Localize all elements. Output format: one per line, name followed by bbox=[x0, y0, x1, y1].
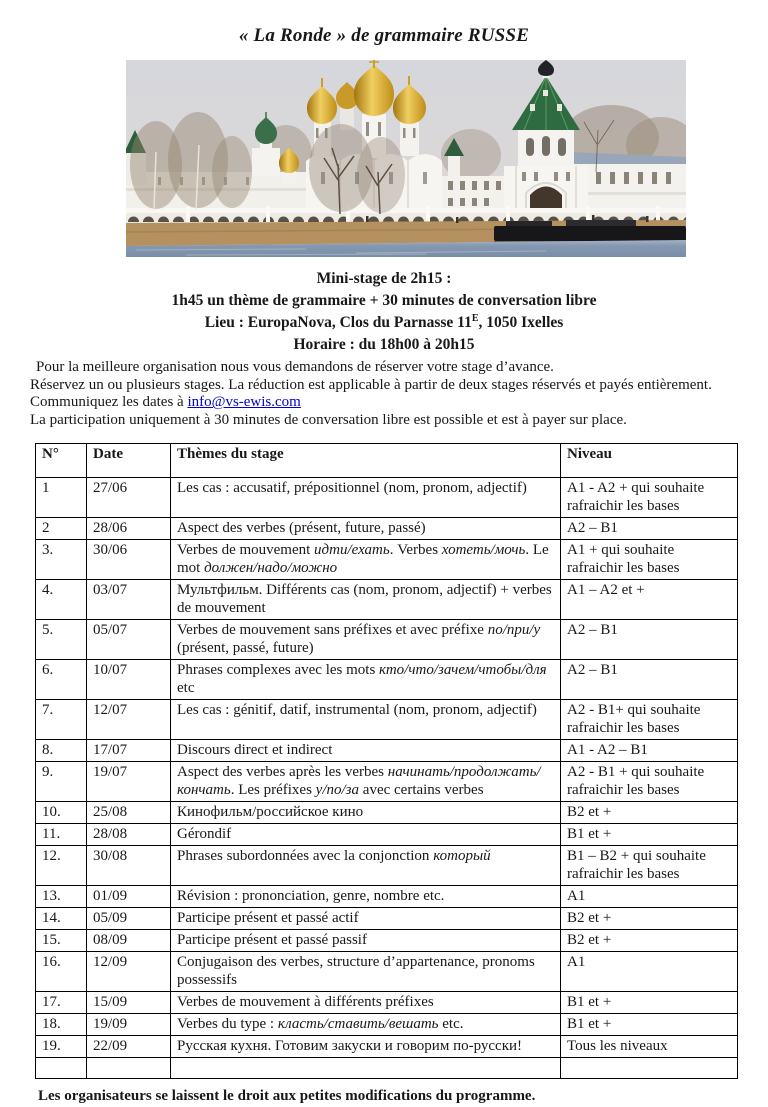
cell-date: 25/08 bbox=[87, 802, 171, 824]
cell-level: B2 et + bbox=[561, 930, 738, 952]
cell-level: A2 – B1 bbox=[561, 660, 738, 700]
cell-theme: Aspect des verbes après les verbes начинать/продолжать/кончать. Les préfixes у/по/за avec certains verbes bbox=[171, 762, 561, 802]
cell-theme: Gérondif bbox=[171, 824, 561, 846]
cell-theme: Les cas : accusatif, prépositionnel (nom, pronom, adjectif) bbox=[171, 478, 561, 518]
cell-level: A1 – A2 et + bbox=[561, 580, 738, 620]
table-row bbox=[36, 846, 738, 886]
cell-date: 03/07 bbox=[87, 580, 171, 620]
cell-number bbox=[36, 1058, 87, 1079]
email-link[interactable]: info@vs-ewis.com bbox=[187, 394, 301, 411]
cell-level: A2 – B1 bbox=[561, 518, 738, 540]
table-row bbox=[36, 886, 738, 908]
cell-number: 6. bbox=[36, 660, 87, 700]
cell-level: A1 bbox=[561, 952, 738, 992]
table-row bbox=[36, 580, 738, 620]
cell-level: B1 et + bbox=[561, 1014, 738, 1036]
table-row bbox=[36, 540, 738, 580]
cell-number: 2 bbox=[36, 518, 87, 540]
session-format: 1h45 un thème de grammaire + 30 minutes de conversation libre bbox=[171, 292, 597, 309]
cell-theme: Русская кухня. Готовим закуски и говорим по-русски! bbox=[171, 1036, 561, 1058]
cell-date: 10/07 bbox=[87, 660, 171, 700]
cell-number: 8. bbox=[36, 740, 87, 762]
intro-line-reservation: Pour la meilleure organisation nous vous demandons de réserver votre stage d’avance. bbox=[36, 359, 554, 375]
cell-date: 05/09 bbox=[87, 908, 171, 930]
cell-date: 27/06 bbox=[87, 478, 171, 518]
superscript-e: E bbox=[471, 312, 479, 324]
session-info bbox=[0, 268, 768, 356]
col-header-date: Date bbox=[87, 444, 171, 478]
page-title: « La Ronde » de grammaire RUSSE bbox=[238, 25, 530, 46]
cell-theme: Verbes de mouvement à différents préfixes bbox=[171, 992, 561, 1014]
cell-date: 12/09 bbox=[87, 952, 171, 992]
cell-theme: Participe présent et passé passif bbox=[171, 930, 561, 952]
stage-table bbox=[35, 443, 738, 1079]
cell-theme: Conjugaison des verbes, structure d’appartenance, pronoms possessifs bbox=[171, 952, 561, 992]
cell-level: B1 et + bbox=[561, 824, 738, 846]
cell-number: 1 bbox=[36, 478, 87, 518]
cell-date: 28/06 bbox=[87, 518, 171, 540]
cell-level: Tous les niveaux bbox=[561, 1036, 738, 1058]
intro-line-conversation: La participation uniquement à 30 minutes de conversation libre est possible et est à payer sur place. bbox=[30, 411, 627, 428]
cell-number: 10. bbox=[36, 802, 87, 824]
cell-date: 30/06 bbox=[87, 540, 171, 580]
cell-theme: Les cas : génitif, datif, instrumental (nom, pronom, adjectif) bbox=[171, 700, 561, 740]
cell-theme: Phrases complexes avec les mots кто/что/зачем/чтобы/для etc bbox=[171, 660, 561, 700]
cell-theme: Verbes du type : класть/ставить/вешать etc. bbox=[171, 1014, 561, 1036]
cell-level: B2 et + bbox=[561, 802, 738, 824]
table-row bbox=[36, 518, 738, 540]
stage-table-body bbox=[36, 478, 738, 1079]
cell-number: 15. bbox=[36, 930, 87, 952]
table-row bbox=[36, 992, 738, 1014]
cell-level bbox=[561, 1058, 738, 1079]
cell-number: 18. bbox=[36, 1014, 87, 1036]
cell-date: 05/07 bbox=[87, 620, 171, 660]
cell-level: B2 et + bbox=[561, 908, 738, 930]
col-header-level: Niveau bbox=[561, 444, 738, 478]
cell-number: 19. bbox=[36, 1036, 87, 1058]
cell-theme: Phrases subordonnées avec la conjonction который bbox=[171, 846, 561, 886]
cell-date: 19/09 bbox=[87, 1014, 171, 1036]
table-row bbox=[36, 740, 738, 762]
table-row bbox=[36, 824, 738, 846]
cell-theme: Мультфильм. Différents cas (nom, pronom, adjectif) + verbes de mouvement bbox=[171, 580, 561, 620]
table-row bbox=[36, 1036, 738, 1058]
cell-date: 01/09 bbox=[87, 886, 171, 908]
table-header-row bbox=[36, 444, 738, 478]
table-row bbox=[36, 1014, 738, 1036]
cell-theme: Verbes de mouvement sans préfixes et avec préfixe по/при/у (présent, passé, future) bbox=[171, 620, 561, 660]
col-header-theme: Thèmes du stage bbox=[171, 444, 561, 478]
col-header-number: N° bbox=[36, 444, 87, 478]
cell-level: A2 - B1+ qui souhaite rafraichir les bases bbox=[561, 700, 738, 740]
table-row-empty bbox=[36, 1058, 738, 1079]
session-location: Lieu : EuropaNova, Clos du Parnasse $11^E$, 1050 Ixelles bbox=[204, 312, 564, 331]
cell-date: 19/07 bbox=[87, 762, 171, 802]
table-row bbox=[36, 660, 738, 700]
cell-number: 7. bbox=[36, 700, 87, 740]
cell-number: 13. bbox=[36, 886, 87, 908]
intro-text bbox=[30, 359, 738, 429]
cell-theme: Révision : prononciation, genre, nombre etc. bbox=[171, 886, 561, 908]
cell-number: 14. bbox=[36, 908, 87, 930]
table-row bbox=[36, 802, 738, 824]
table-row bbox=[36, 478, 738, 518]
cell-level: B1 et + bbox=[561, 992, 738, 1014]
cell-number: 5. bbox=[36, 620, 87, 660]
session-duration: Mini-stage de 2h15 : bbox=[316, 270, 452, 287]
intro-line-discount: Réservez un ou plusieurs stages. La réduction est applicable à partir de deux stages réservés et payés entièrement. Communiquez les dates à info@vs-ewis.com bbox=[30, 376, 712, 411]
cell-number: 11. bbox=[36, 824, 87, 846]
cell-date: 22/09 bbox=[87, 1036, 171, 1058]
table-row bbox=[36, 620, 738, 660]
cell-date: 30/08 bbox=[87, 846, 171, 886]
cell-theme: Aspect des verbes (présent, future, passé) bbox=[171, 518, 561, 540]
cell-date: 28/08 bbox=[87, 824, 171, 846]
cell-date: 17/07 bbox=[87, 740, 171, 762]
cell-number: 16. bbox=[36, 952, 87, 992]
cell-number: 4. bbox=[36, 580, 87, 620]
cell-level: B1 – B2 + qui souhaite rafraichir les bases bbox=[561, 846, 738, 886]
monastery-photo-drawing bbox=[126, 60, 686, 257]
table-row bbox=[36, 952, 738, 992]
cell-theme: Verbes de mouvement идти/ехать. Verbes хотеть/мочь. Le mot должен/надо/можно bbox=[171, 540, 561, 580]
cell-number: 12. bbox=[36, 846, 87, 886]
cell-number: 3. bbox=[36, 540, 87, 580]
session-hours: Horaire : du 18h00 à 20h15 bbox=[293, 336, 475, 353]
cell-date: 08/09 bbox=[87, 930, 171, 952]
monastery-photo bbox=[126, 60, 686, 257]
cell-level: A1 - A2 – B1 bbox=[561, 740, 738, 762]
cell-theme bbox=[171, 1058, 561, 1079]
cell-date: 12/07 bbox=[87, 700, 171, 740]
document-page bbox=[0, 25, 768, 1107]
cell-level: A1 + qui souhaite rafraichir les bases bbox=[561, 540, 738, 580]
cell-theme: Participe présent et passé actif bbox=[171, 908, 561, 930]
cell-date: 15/09 bbox=[87, 992, 171, 1014]
cell-theme: Discours direct et indirect bbox=[171, 740, 561, 762]
table-row bbox=[36, 700, 738, 740]
cell-level: A2 - B1 + qui souhaite rafraichir les bases bbox=[561, 762, 738, 802]
cell-level: A2 – B1 bbox=[561, 620, 738, 660]
cell-level: A1 - A2 + qui souhaite rafraichir les bases bbox=[561, 478, 738, 518]
footer-note: Les organisateurs se laissent le droit aux petites modifications du programme. bbox=[38, 1088, 536, 1105]
table-row bbox=[36, 908, 738, 930]
table-row bbox=[36, 930, 738, 952]
cell-level: A1 bbox=[561, 886, 738, 908]
cell-theme: Кинофильм/российское кино bbox=[171, 802, 561, 824]
cell-date bbox=[87, 1058, 171, 1079]
cell-number: 9. bbox=[36, 762, 87, 802]
table-row bbox=[36, 762, 738, 802]
cell-number: 17. bbox=[36, 992, 87, 1014]
